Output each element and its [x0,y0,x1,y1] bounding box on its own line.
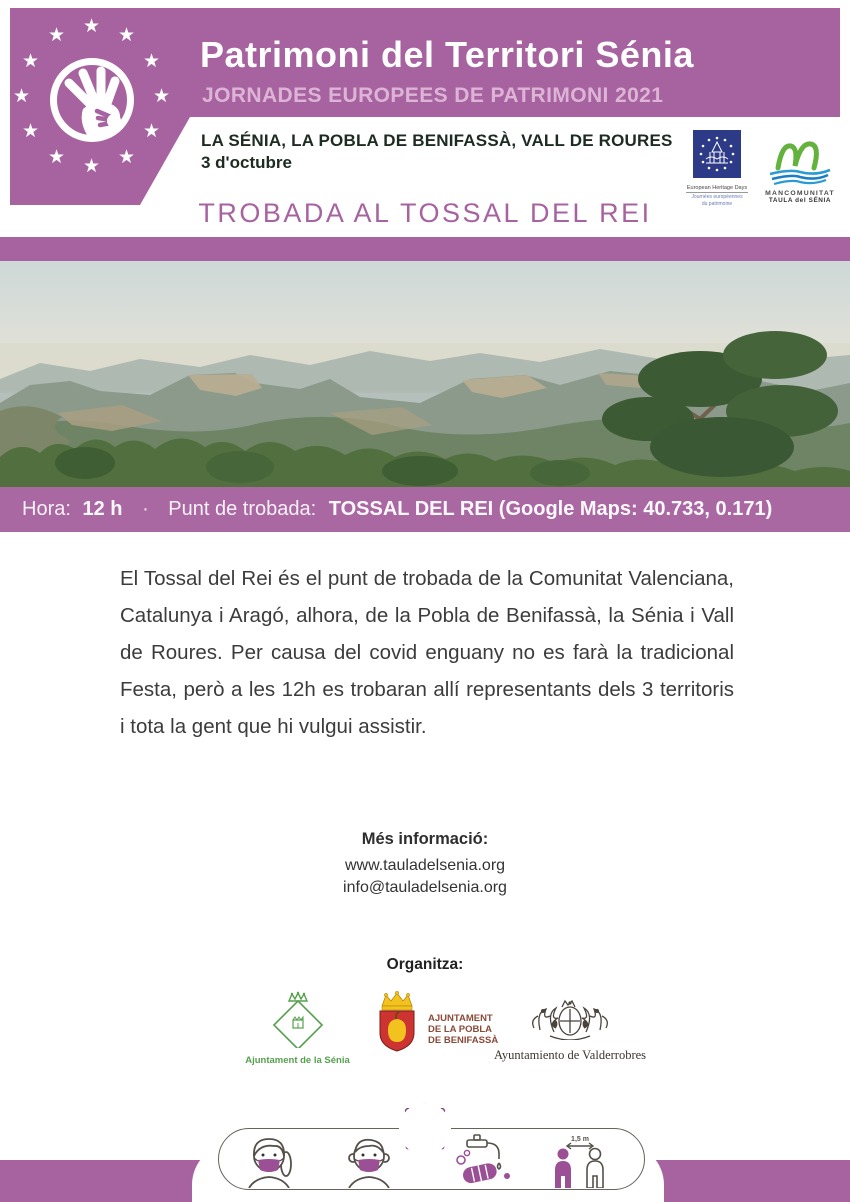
la-senia-crest-icon [269,990,327,1048]
star-icon: ★ [118,147,136,168]
valderrobres-caption: Ayuntamiento de Valderrobres [493,1048,647,1062]
european-heritage-days-hand-logo [10,8,195,205]
virus-icon [396,1100,454,1158]
mancomunitat-line1: MANCOMUNITAT [765,190,835,197]
star-icon: ★ [143,121,161,142]
logo-ayuntamiento-valderrobres [490,994,650,1063]
hora-label: Hora: [22,498,71,520]
mask-woman-icon [243,1134,295,1188]
la-senia-caption: Ajuntament de la Sénia [245,1055,350,1066]
star-icon: ★ [13,86,31,107]
star-icon: ★ [22,51,40,72]
pobla-caption-line2: DE LA POBLA [428,1024,493,1035]
event-title: TROBADA AL TOSSAL DEL REI [198,198,652,228]
ehd-caption-fr: Journées européennes [691,194,743,200]
european-heritage-days-logo [686,130,748,207]
mask-man-icon [343,1134,395,1188]
valderrobres-arms-icon [510,994,630,1040]
star-icon: ★ [143,51,161,72]
star-icon: ★ [83,16,101,37]
virus-background [399,1103,451,1155]
ehd-blue-square-icon [693,130,741,178]
meeting-info-bar [0,487,850,532]
landscape-photo [0,261,850,487]
pobla-caption-line1: AJUNTAMENT [428,1013,493,1024]
star-icon: ★ [22,121,40,142]
purple-divider-band [0,237,850,261]
pobla-caption-line3: DE BENIFASSÀ [428,1035,499,1046]
page-subtitle: JORNADES EUROPEES DE PATRIMONI 2021 [202,84,664,107]
social-distance-icon [547,1134,613,1188]
mancomunitat-line2: TAULA del SÉNIA [768,197,832,204]
star-icon: ★ [48,147,66,168]
event-locations: LA SÉNIA, LA POBLA DE BENIFASSÀ, VALL DE ROURES [201,131,673,150]
event-date: 3 d'octubre [201,153,292,172]
star-icon: ★ [153,86,171,107]
website-link[interactable]: www.tauladelsenia.org [344,857,506,874]
hand-icon [57,65,127,135]
pobla-shield-icon [374,990,422,1056]
hand-washing-icon [451,1134,513,1188]
contact-heading: Més informació: [361,830,489,848]
star-icon: ★ [118,25,136,46]
mancomunitat-icon [762,130,838,204]
separator-dot: · [142,498,149,520]
description-paragraph: El Tossal del Rei és el punt de trobada de la Comunitat Valenciana, Catalunya i Aragó, alhora, de la Pobla de Benifassà, la Sénia i Vall de Roures. Per causa del covid enguany no es farà la tradicional Festa, però a les 12h es trobaran allí representants dels 3 territoris i tota la gent que hi vulgui assistir. [120,567,734,738]
email-link[interactable]: info@tauladelsenia.org [343,879,507,896]
ehd-caption-fr2: du patrimoine [701,201,733,207]
ehd-caption: European Heritage Days [686,185,748,191]
pobla-caption [428,1013,498,1046]
hora-value: 12 h [82,498,123,520]
page-title: Patrimoni del Territori Sénia [200,34,694,75]
punt-label: Punt de trobada: [168,498,317,520]
contact-block [0,830,850,899]
star-icon: ★ [48,25,66,46]
organizers-heading: Organitza: [386,956,464,973]
logo-ajuntament-la-senia [230,990,365,1066]
star-icon: ★ [83,156,101,177]
logo-pobla-de-benifassa [374,990,422,1061]
punt-value: TOSSAL DEL REI (Google Maps: 40.733, 0.171) [328,498,773,520]
distance-label: 1,5 m [571,1136,589,1143]
